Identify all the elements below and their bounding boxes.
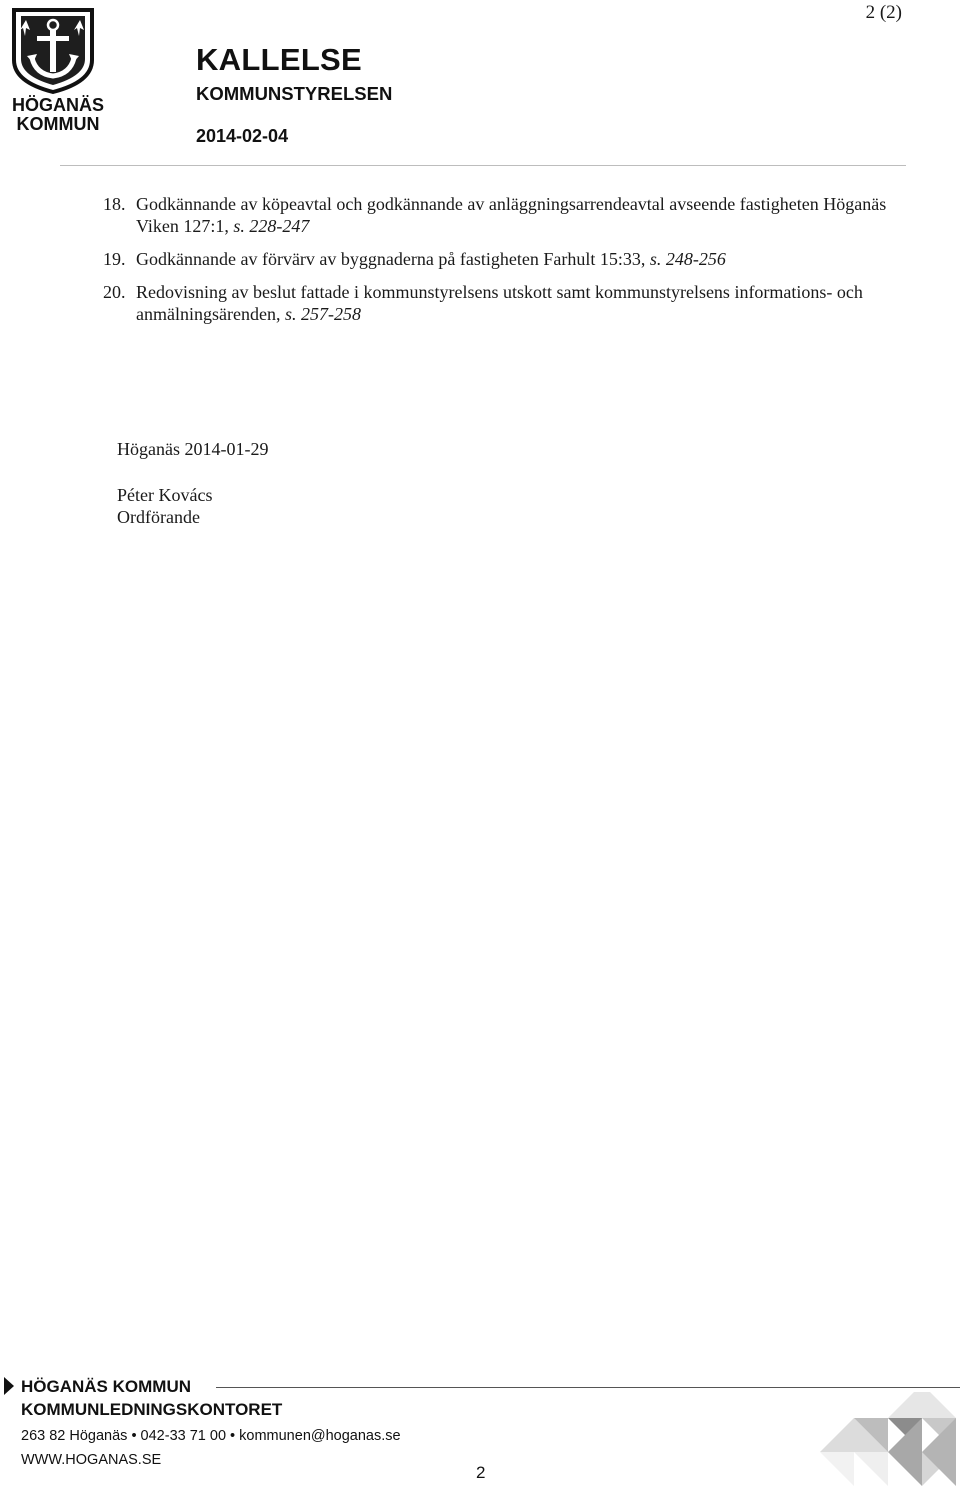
page-number: 2 (2) [865,2,902,23]
agenda-item [103,281,903,325]
agenda-list [103,193,903,336]
triangle-pattern-icon [820,1392,960,1486]
header-divider [60,165,906,166]
signature-block [117,438,268,528]
agenda-item [103,193,903,237]
footer-department: KOMMUNLEDNINGSKONTORET [21,1400,283,1419]
agenda-item-pages: s. 257-258 [284,304,361,324]
agenda-item-text: Redovisning av beslut fattade i kommunstyrelsens utskott samt kommunstyrelsens informations- och anmälningsärenden, [136,282,863,324]
agenda-item-number: 19. [103,249,126,269]
agenda-item-text: Godkännande av köpeavtal och godkännande av anläggningsarrendeavtal avseende fastigheten Höganäs Viken 127:1, [136,194,887,236]
signature-role: Ordförande [117,507,200,527]
footer-organization: HÖGANÄS KOMMUN [21,1377,191,1396]
agenda-item-pages: s. 248-256 [649,249,726,269]
footer-page-number: 2 [476,1463,486,1482]
signature-place-date: Höganäs 2014-01-29 [117,439,269,459]
logo-line-1: HÖGANÄS [11,95,104,115]
footer-contact: 263 82 Höganäs • 042-33 71 00 • kommunen@hoganas.se [21,1428,401,1444]
anchor-shield-icon [10,6,96,94]
document-title: KALLELSE [196,42,363,77]
agenda-item-number: 18. [103,194,126,214]
agenda-item [103,248,903,270]
signature-name: Péter Kovács [117,485,213,505]
arrow-right-icon [3,1376,15,1396]
agenda-item-number: 20. [103,282,126,302]
logo-line-2: KOMMUN [16,114,100,134]
agenda-item-text: Godkännande av förvärv av byggnaderna på fastigheten Farhult 15:33, [136,249,650,269]
footer-website: WWW.HOGANAS.SE [21,1452,162,1468]
document-date: 2014-02-04 [196,126,289,146]
document-subtitle: KOMMUNSTYRELSEN [196,83,393,104]
agenda-item-pages: s. 228-247 [233,216,310,236]
footer-divider [216,1387,960,1388]
logo-text [2,96,114,134]
